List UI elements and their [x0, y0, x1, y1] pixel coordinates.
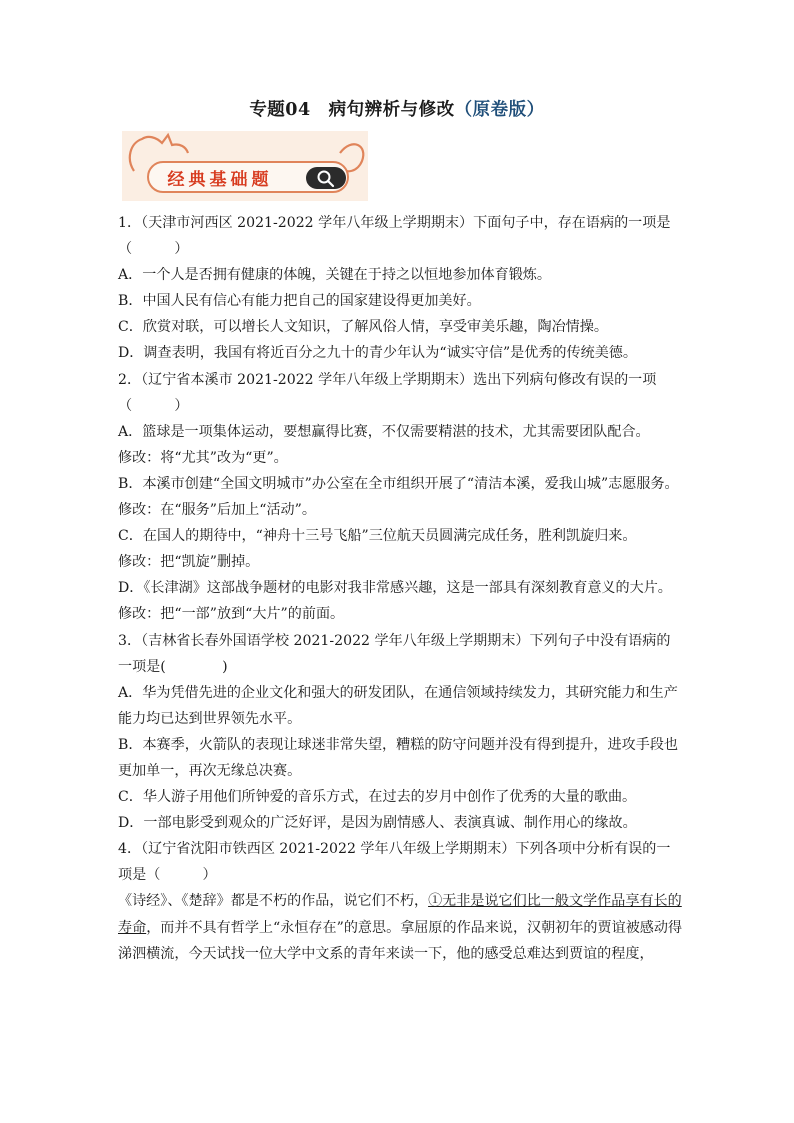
option-c: C．在国人的期待中，“神舟十三号飞船”三位航天员圆满完成任务，胜利凯旋归来。: [118, 528, 637, 545]
revision-b: 修改：在“服务”后加上“活动”。: [118, 502, 316, 519]
passage: [118, 888, 684, 966]
title-main: 专题04 病句辨析与修改: [249, 100, 455, 120]
option-a: A．一个人是否拥有健康的体魄，关键在于持之以恒地参加体育锻炼。: [118, 267, 551, 284]
revision-d: 修改：把“一部”放到“大片”的前面。: [118, 606, 345, 623]
option-c: C．欣赏对联，可以增长人文知识，了解风俗人情，享受审美乐趣，陶冶情操。: [118, 319, 608, 336]
revision-a: 修改：将“尤其”改为“更”。: [118, 449, 288, 466]
passage-before: 《诗经》、《楚辞》都是不朽的作品，说它们不朽，: [118, 893, 429, 910]
page-title: [0, 96, 794, 121]
banner-label: 经典基础题: [167, 170, 273, 190]
option-d: D．调查表明，我国有将近百分之九十的青少年认为“诚实守信”是优秀的传统美德。: [118, 345, 637, 362]
option-d: D．一部电影受到观众的广泛好评，是因为剧情感人、表演真诚、制作用心的缘故。: [118, 815, 637, 832]
option-b: B．本赛季，火箭队的表现让球迷非常失望，糟糕的防守问题并没有得到提升，进攻手段也更加单一，再次无缘总决赛。: [118, 736, 679, 779]
question-3: [118, 628, 684, 837]
passage-after: ，而并不具有哲学上“永恒存在”的意思。拿屈原的作品来说，汉朝初年的贾谊被感动得涕泗横流，今天试找一位大学中文系的青年来读一下，他的感受总难达到贾谊的程度，: [118, 919, 683, 962]
question-stem: [118, 628, 684, 680]
option-c: C．华人游子用他们所钟爱的音乐方式，在过去的岁月中创作了优秀的大量的歌曲。: [118, 789, 637, 806]
title-sub: （原卷版）: [454, 100, 545, 120]
answer-blank: （ ）: [118, 397, 189, 414]
question-2: [118, 367, 684, 628]
question-list: [118, 210, 684, 967]
answer-blank: （ ）: [118, 241, 189, 258]
question-1: [118, 210, 684, 367]
stem-text: 4．（辽宁省沈阳市铁西区 2021-2022 学年八年级上学期期末）下列各项中分析有误的一项是: [118, 841, 671, 884]
option-a: A．华为凭借先进的企业文化和强大的研发团队，在通信领域持续发力，其研究能力和生产能力均已达到世界领先水平。: [118, 684, 678, 727]
option-d: D．《长津湖》这部战争题材的电影对我非常感兴趣，这是一部具有深刻教育意义的大片。: [118, 580, 672, 597]
stem-text: 3．（吉林省长春外国语学校 2021-2022 学年八年级上学期期末）下列句子中没有语病的一项是: [118, 632, 671, 675]
question-4: [118, 836, 684, 966]
search-button[interactable]: [306, 167, 346, 189]
question-stem: 1．（天津市河西区 2021-2022 学年八年级上学期期末）下面句子中，存在语病的一项是: [118, 215, 671, 231]
question-stem: [118, 836, 684, 888]
revision-c: 修改：把“凯旋”删掉。: [118, 554, 260, 571]
answer-blank: （ ）: [146, 867, 217, 884]
option-b: B．本溪市创建“全国文明城市”办公室在全市组织开展了“清洁本溪，爱我山城”志愿服务。: [118, 475, 679, 492]
passage-underlined: ①无非是说它们比一般文学作品享有长的寿命: [118, 893, 682, 936]
question-stem: 2．（辽宁省本溪市 2021-2022 学年八年级上学期期末）选出下列病句修改有误的一项: [118, 371, 657, 388]
section-banner: [122, 131, 368, 201]
option-a: A．篮球是一项集体运动，要想赢得比赛，不仅需要精湛的技术，尤其需要团队配合。: [118, 423, 650, 440]
answer-blank: ( ): [160, 658, 228, 675]
option-b: B．中国人民有信心有能力把自己的国家建设得更加美好。: [118, 293, 481, 310]
